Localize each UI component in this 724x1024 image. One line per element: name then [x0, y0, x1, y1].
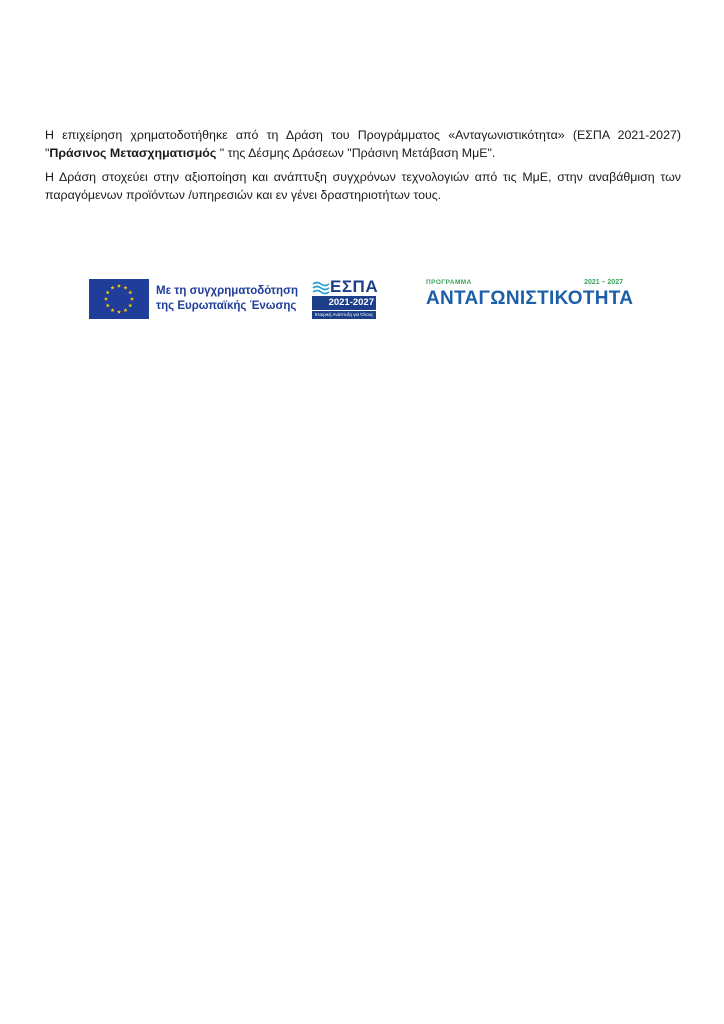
eu-star: [110, 286, 114, 290]
eu-star: [128, 303, 132, 307]
eu-star: [130, 297, 134, 301]
espa-logo: [312, 279, 378, 319]
espa-waves-icon: [312, 280, 330, 296]
eu-text-line-1: Με τη συγχρηματοδότηση: [156, 285, 298, 297]
action-name: Πράσινος Μετασχηματισμός: [49, 146, 217, 160]
espa-subtitle: Εταιρική Ανάπτυξη για Όλους: [312, 311, 376, 319]
action-bundle: " της Δέσμης Δράσεων "Πράσινη Μετάβαση ΜμΕ".: [216, 146, 496, 160]
eu-star: [104, 297, 108, 301]
objective-line-1: Η Δράση στοχεύει στην αξιοποίηση και ανάπτυξη συγχρόνων τεχνολογιών από τις ΜμΕ, στην αναβάθμιση των: [45, 170, 681, 184]
eu-star: [123, 286, 127, 290]
programme-label: ΠΡΟΓΡΑΜΜΑ: [426, 279, 472, 286]
eu-star: [117, 284, 121, 288]
espa-years: 2021-2027: [312, 296, 376, 310]
eu-star: [123, 308, 127, 312]
eu-star: [117, 310, 121, 314]
funding-line-1: Η επιχείρηση χρηματοδοτήθηκε από τη Δράση του Προγράμματος «Ανταγωνιστικότητα» (ΕΣΠΑ 2021-2027): [45, 128, 681, 142]
eu-flag-icon: [89, 279, 149, 319]
eu-star: [110, 308, 114, 312]
eu-cofunding-text: [156, 284, 336, 314]
quote-open: ": [45, 146, 50, 160]
espa-title: ΕΣΠΑ: [330, 277, 379, 296]
objective-line-2: παραγόμενων προϊόντων /υπηρεσιών και εν γένει δραστηριοτήτων τους.: [45, 188, 442, 202]
programme-years: 2021 – 2027: [584, 279, 623, 286]
eu-star: [106, 303, 110, 307]
eu-star: [106, 290, 110, 294]
funding-line-2: [45, 146, 495, 160]
funding-paragraph: [45, 126, 681, 162]
eu-star: [128, 290, 132, 294]
funding-logos-banner: [89, 277, 634, 322]
competitiveness-programme-logo: [426, 278, 634, 318]
eu-text-line-2: της Ευρωπαϊκής Ένωσης: [156, 300, 297, 312]
funding-notice: [45, 126, 681, 210]
programme-name: ΑΝΤΑΓΩΝΙΣΤΙΚΟΤΗΤΑ: [426, 288, 634, 309]
objective-paragraph: [45, 168, 681, 204]
